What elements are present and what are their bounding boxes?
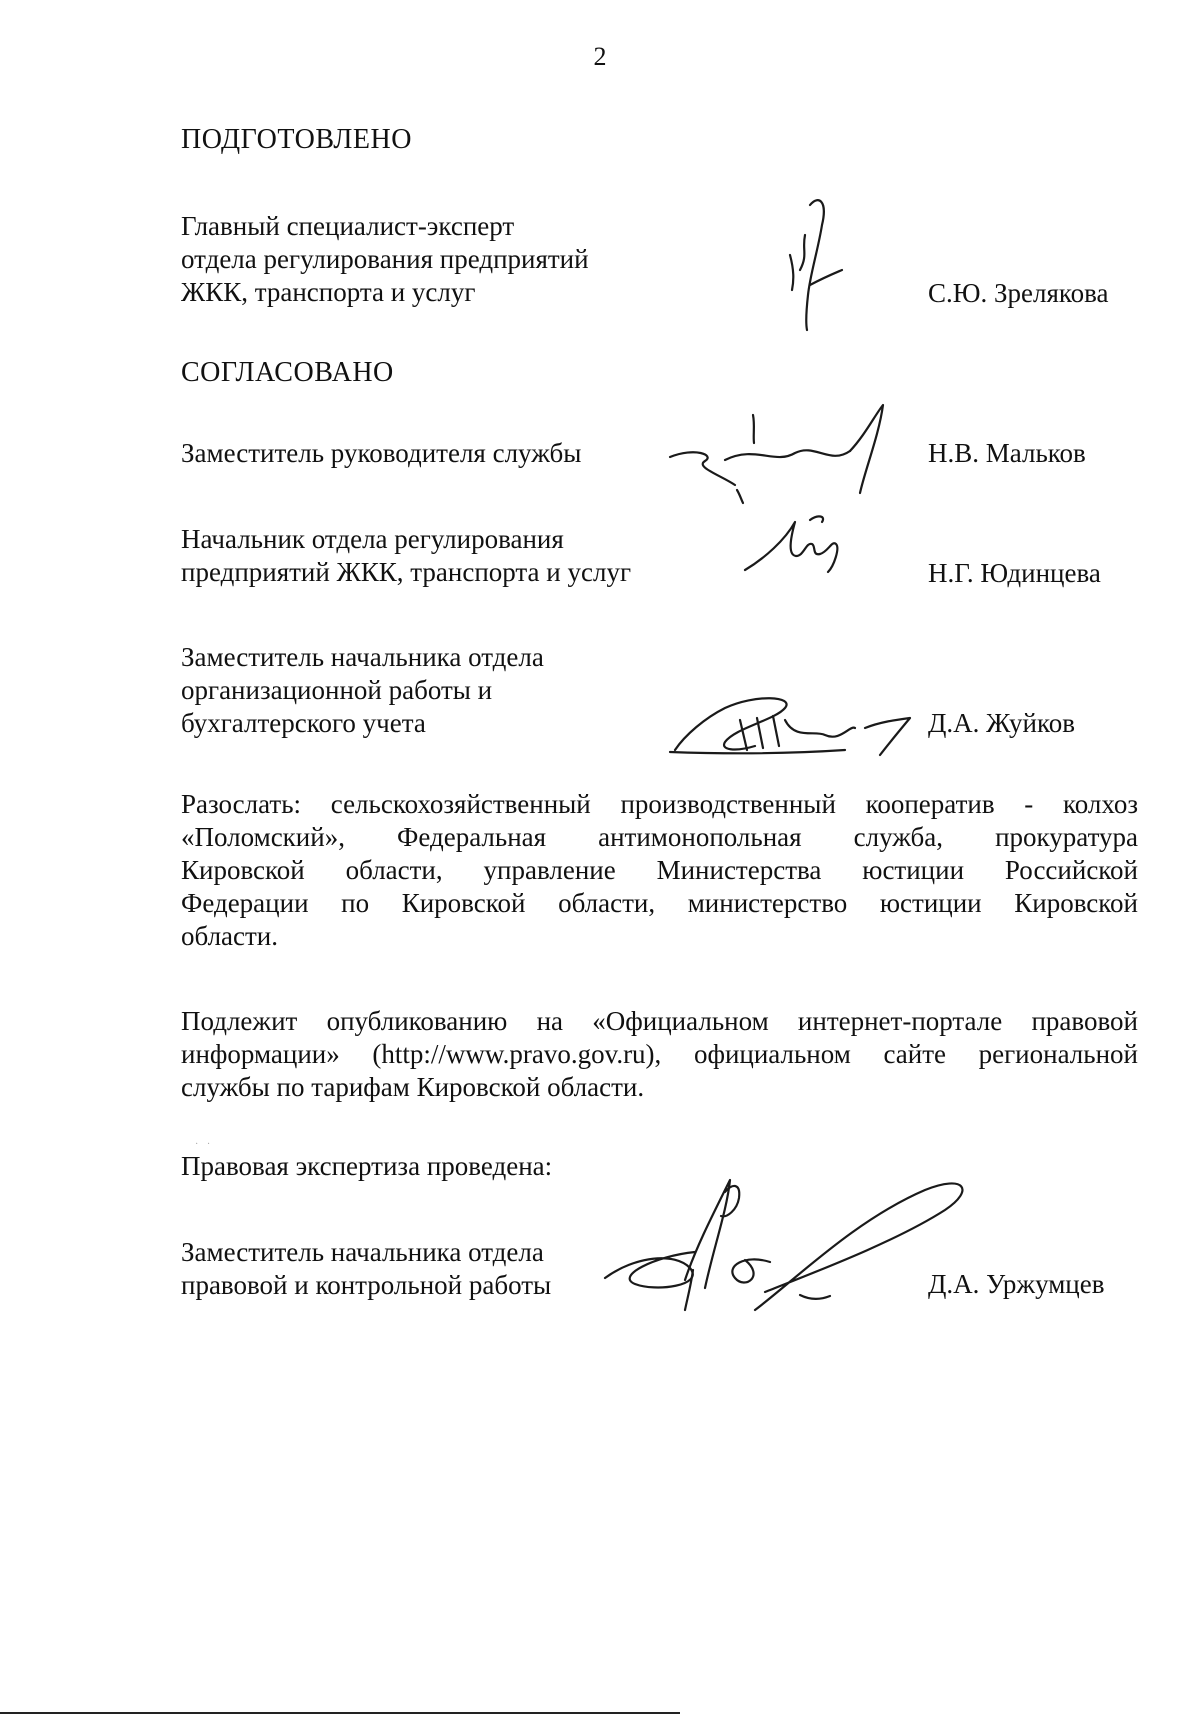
signature-malkov [665, 395, 895, 510]
signer-2-position [181, 523, 651, 589]
signature-yudintseva [740, 510, 860, 585]
legal-review-name: Д.А. Уржумцев [928, 1269, 1105, 1299]
position-line: Заместитель начальника отдела [181, 642, 544, 672]
scan-speck: · · [195, 1139, 214, 1150]
signer-2-name: Н.Г. Юдинцева [928, 558, 1101, 588]
position-line: Начальник отдела регулирования [181, 524, 564, 554]
signer-3-position [181, 641, 651, 740]
position-line: Главный специалист-эксперт [181, 211, 515, 241]
signature-zhuykov [665, 680, 925, 765]
paragraph-line: Федерации по Кировской области, министерство юстиции Кировской [181, 888, 1138, 918]
paragraph-line: области. [181, 921, 279, 951]
paragraph-line: службы по тарифам Кировской области. [181, 1072, 645, 1102]
footer-rule [0, 1712, 680, 1714]
page-number: 2 [593, 42, 607, 71]
paragraph-line: «Поломский», Федеральная антимонопольная служба, прокуратура [181, 822, 1138, 852]
signature-urzhumtsev [595, 1160, 975, 1325]
paragraph-line: Разослать: сельскохозяйственный производственный кооператив - колхоз [181, 789, 1138, 819]
position-line: ЖКК, транспорта и услуг [181, 277, 476, 307]
paragraph-line: информации» (http://www.pravo.gov.ru), официальном сайте региональной [181, 1039, 1138, 1069]
signer-3-name: Д.А. Жуйков [928, 708, 1075, 738]
position-line: отдела регулирования предприятий [181, 244, 589, 274]
prepared-name: С.Ю. Зрелякова [928, 278, 1109, 308]
paragraph-line: Кировской области, управление Министерства юстиции Российской [181, 855, 1138, 885]
position-line: Заместитель начальника отдела [181, 1237, 544, 1267]
position-line: Заместитель руководителя службы [181, 438, 582, 468]
signer-1-position [181, 437, 651, 470]
position-line: предприятий ЖКК, транспорта и услуг [181, 557, 632, 587]
signature-zrelyakova [780, 195, 870, 335]
prepared-heading: ПОДГОТОВЛЕНО [181, 124, 412, 155]
agreed-heading: СОГЛАСОВАНО [181, 357, 394, 388]
distribution-paragraph [181, 788, 1138, 953]
publication-paragraph [181, 1005, 1138, 1104]
paragraph-line: Подлежит опубликованию на «Официальном интернет-портале правовой [181, 1006, 1138, 1036]
legal-review-position [181, 1236, 651, 1302]
position-line: правовой и контрольной работы [181, 1270, 552, 1300]
position-line: бухгалтерского учета [181, 708, 426, 738]
legal-review-heading: Правовая экспертиза проведена: [181, 1151, 553, 1181]
position-line: организационной работы и [181, 675, 493, 705]
signer-1-name: Н.В. Мальков [928, 438, 1086, 468]
prepared-position [181, 210, 651, 309]
